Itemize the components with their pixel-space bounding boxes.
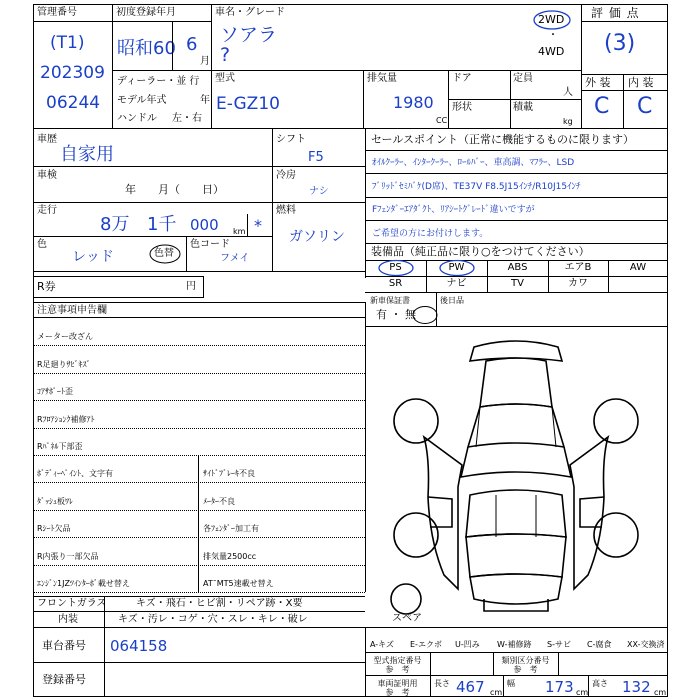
note-left-item: ﾎﾞﾃﾞｨｰﾍﾟｲﾝﾄ、文字有: [37, 469, 113, 479]
exterior-label: 外 装: [585, 76, 611, 89]
history-value: 自家用: [60, 144, 114, 165]
aircon-value: ナシ: [309, 186, 329, 197]
note-left-item: Rｼｰﾄ欠品: [37, 524, 71, 534]
warranty-label: 新車保証書: [370, 296, 410, 305]
car-name: ソアラ: [220, 24, 278, 46]
color-value: レッド: [72, 249, 114, 265]
type-label: 型式: [215, 73, 235, 84]
chassis-label: 車台番号: [42, 639, 86, 652]
legend-item: S-サビ: [547, 640, 571, 649]
grade-value: ?: [220, 44, 231, 66]
legend-item: XX-交換済: [627, 640, 665, 649]
note-left-item: R内張り一部欠品: [37, 551, 99, 561]
note-left-item: ｴﾝｼﾞﾝ1JZﾂｲﾝﾀｰﾎﾞ載せ替え: [37, 579, 130, 588]
door-label: ドア: [452, 73, 472, 84]
equipment-label: 装備品（純正品に限り○をつけてください）: [371, 245, 590, 258]
mileage-unit: km: [233, 227, 246, 236]
type-designation-label: 型式指定番号: [373, 656, 422, 665]
model-year-label: モデル年式: [117, 95, 167, 106]
equip-tv: TV: [511, 278, 524, 289]
aircon-label: 冷房: [276, 170, 296, 181]
handle-label: ハンドル: [117, 113, 157, 124]
drive-2wd-circle: [532, 9, 572, 31]
note-left-item: ﾀﾞｯｼｭ板ﾜﾚ: [37, 496, 73, 506]
kanri-value-1: (T1): [50, 33, 85, 53]
name-grade-label: 車名・グレード: [215, 7, 285, 18]
width-label: 幅: [507, 679, 515, 688]
mileage-man: 8万: [100, 214, 130, 235]
note-left-item: Rﾌﾛｱｼｮﾝｸ補修ｱﾄ: [37, 414, 95, 424]
handle-value: 左・右: [172, 113, 202, 124]
width-unit: cm: [576, 688, 589, 697]
r-ken-label: R券: [37, 280, 56, 293]
legend-item: C-腐食: [587, 640, 612, 649]
r-ken-box: [33, 276, 204, 298]
interior-label: 内 装: [628, 76, 654, 89]
sales-points-label: セールスポイント（正常に機能するものに限ります）: [371, 133, 635, 146]
height-value: 132: [622, 678, 651, 696]
cert-ref: 参 考: [385, 688, 410, 697]
legend-item: U-凹み: [455, 640, 480, 649]
cert-label: 車両証明用: [377, 679, 418, 688]
note-right-item: ﾒｰﾀｰ不良: [203, 496, 235, 506]
dealer-label: ディーラー・並 行: [117, 76, 200, 87]
fuel-label: 燃料: [276, 205, 296, 216]
equip-ps-circle: [376, 259, 416, 277]
score-value: (3): [604, 31, 636, 56]
car-damage-diagram: [366, 327, 667, 627]
shift-value: F5: [308, 150, 324, 165]
interior-cond-label: 内装: [58, 614, 78, 625]
interior-value: C: [637, 94, 653, 119]
front-glass-label: フロントガラス: [37, 598, 107, 609]
color-code-label: 色コード: [190, 239, 230, 250]
shaken-line: 年 月（ 日）: [125, 183, 224, 196]
r-ken-unit: 円: [186, 281, 196, 292]
note-left-item: R足廻りｻﾋﾞｷｽﾞ: [37, 359, 91, 369]
warranty-none-circle: [411, 305, 439, 325]
notes-label: 注意事項申告欄: [37, 305, 107, 316]
legend-item: W-補修跡: [497, 640, 532, 649]
note-right-item: 排気量2500cc: [203, 551, 257, 561]
equip-abs: ABS: [507, 262, 528, 273]
load-unit: kg: [563, 117, 573, 126]
shaken-label: 車検: [37, 170, 57, 181]
mileage-sen: 1千: [147, 214, 177, 235]
displacement-label: 排気量: [367, 73, 397, 84]
drive-dot: ・: [548, 30, 558, 41]
mileage-label: 走行: [37, 205, 57, 216]
interior-cond-value: キズ・汚レ・コゲ・穴・スレ・キレ・破レ: [118, 614, 308, 625]
note-right-item: AT¯MT5速載せ替え: [203, 579, 274, 588]
chassis-value: 064158: [110, 637, 168, 655]
shift-label: シフト: [276, 134, 306, 145]
sales-point-line-3: Fﾌｪﾝﾀﾞｰｴｱﾀﾞｸﾄ、ﾘｱｼｰﾄｸﾞﾚｰﾄﾞ違いですが: [372, 205, 535, 215]
mileage-mark: *: [254, 216, 262, 235]
length-label: 長さ: [434, 679, 450, 688]
first-reg-label: 初度登録年月: [116, 7, 176, 18]
capacity-unit: 人: [563, 87, 573, 98]
class-designation-label: 類別区分番号: [501, 656, 550, 665]
note-left-item: メーター改ざん: [37, 332, 93, 342]
first-reg-month: 月: [200, 56, 210, 67]
drive-2wd: 2WD: [538, 13, 565, 26]
fuel-value: ガソリン: [289, 229, 345, 245]
sales-point-line-2: ﾌﾞﾘｯﾄﾞｾﾐﾊﾞｹ(D席)、TE37V F8.5J15ｲﾝﾁ/R10J15ｲﾝﾁ: [372, 182, 581, 192]
displacement-unit: CC: [436, 116, 448, 125]
equip-pw: PW: [448, 262, 465, 273]
equip-airbag: エアB: [564, 262, 592, 273]
type-value: E-GZ10: [216, 94, 280, 114]
spare-label: スペア: [392, 613, 422, 624]
color-change-circle: [148, 243, 182, 265]
sales-point-line-1: ｵｲﾙｸｰﾗｰ、ｲﾝﾀｰｸｰﾗｰ、ﾛｰﾙﾊﾞｰ、車高調、ﾏﾌﾗｰ、LSD: [372, 158, 575, 168]
capacity-label: 定員: [513, 73, 533, 84]
length-unit: cm: [490, 688, 503, 697]
width-value: 173: [545, 678, 574, 696]
registration-label: 登録番号: [42, 673, 86, 686]
height-unit: cm: [654, 688, 667, 697]
mileage-rest: 000: [190, 216, 219, 234]
drive-4wd: 4WD: [538, 45, 565, 58]
load-label: 積載: [513, 102, 533, 113]
kanri-value-2: 202309: [40, 63, 105, 83]
note-right-item: ｻｲﾄﾞﾌﾞﾚｰｷ不良: [203, 469, 255, 479]
score-label: 評 価 点: [591, 6, 640, 20]
model-year-unit: 年: [200, 95, 210, 106]
kanri-label: 管理番号: [37, 7, 77, 18]
displacement-value: 1980: [393, 93, 434, 112]
equip-sr: SR: [388, 278, 403, 289]
equip-pw-circle: [437, 259, 477, 277]
front-glass-value: キズ・飛石・ヒビ割・リペア跡・X要: [136, 598, 303, 609]
color-change: 色替: [154, 248, 174, 259]
equip-leather: カワ: [568, 278, 588, 289]
equip-aw: AW: [629, 262, 647, 273]
shape-label: 形状: [452, 102, 472, 113]
first-reg-era: 昭和60: [117, 38, 176, 59]
kanri-value-3: 06244: [46, 93, 101, 113]
legend-item: E-エクボ: [410, 640, 442, 649]
sales-point-line-4: ご希望の方にお付けします。: [372, 229, 489, 239]
history-label: 車歴: [37, 134, 57, 145]
length-value: 467: [456, 678, 485, 696]
color-label: 色: [37, 239, 47, 250]
class-designation-ref: 参 考: [513, 665, 538, 674]
exterior-value: C: [594, 94, 610, 119]
color-code-value: フメイ: [220, 253, 250, 264]
recycle-label: 後日品: [440, 296, 464, 305]
note-left-item: ｺｱｻﾎﾟｰﾄ歪: [37, 387, 73, 397]
legend-item: A-キズ: [370, 640, 395, 649]
equip-ps: PS: [389, 262, 402, 273]
height-label: 高さ: [592, 679, 608, 688]
warranty-value: 有 ・ 無: [376, 308, 416, 321]
note-right-item: 各ﾌｪﾝﾀﾞｰ加工有: [203, 524, 259, 534]
equip-navi: ナビ: [446, 278, 467, 289]
type-designation-ref: 参 考: [385, 665, 410, 674]
note-left-item: Rﾊﾟﾈﾙ下部歪: [37, 442, 83, 451]
first-reg-year: 6: [186, 34, 198, 55]
